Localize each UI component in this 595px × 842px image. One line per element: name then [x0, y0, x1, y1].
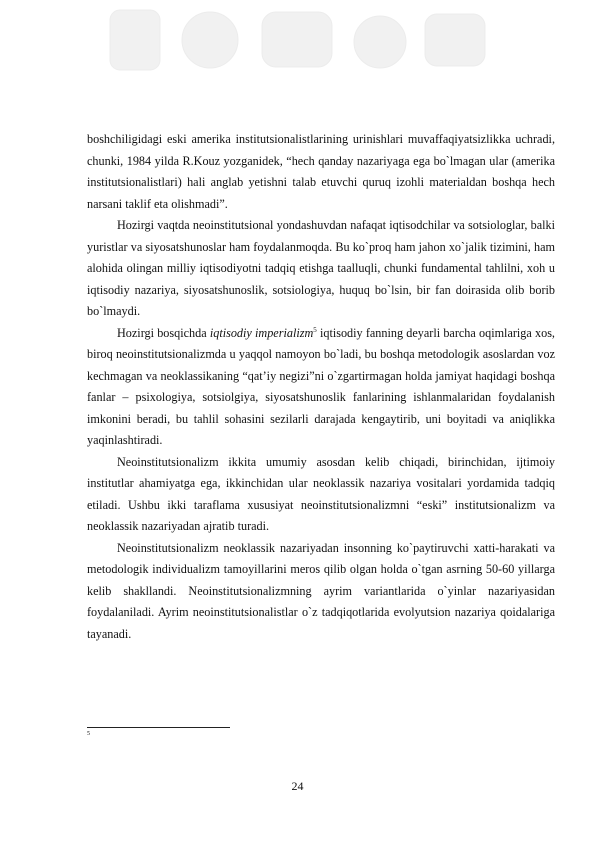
paragraph-3-rest: iqtisodiy fanning deyarli barcha oqimlariga xos, biroq neoinstitutsionalizmda u yaqqol namoyon bo`ladi, bu boshqa metodologik asoslardan voz kechmagan va neoklassikaning “qat’iy negizi”ni o`zgartirmagan holda jamiyat haqidagi boshqa fanlar – psixologiya, sotsiolgiya, siyosatshunoslik fanlarining ishlanmalaridan foydalanish imkonini beradi, bu tahlil sohasini sezilarli darajada kengaytirib, uni boyitadi va aniqlikka yaqinlashtiradi. — [87, 325, 555, 447]
term-iqtisodiy-imperializm: iqtisodiy imperializm$^5$ — [209, 325, 317, 340]
faint-watermark — [0, 0, 595, 90]
footnote-mark: 5 — [87, 731, 90, 737]
page-number: 24 — [291, 779, 304, 793]
footnote-separator — [87, 727, 230, 728]
paragraph-2: Hozirgi vaqtda neoinstitutsional yondashuvdan nafaqat iqtisodchilar va sotsiologlar, balki yuristlar va siyosatshunoslar ham foydalanmoqda. Bu ko`proq ham jahon xo`jalik tizimini, ham alohida olingan milliy iqtisodiyotni tadqiq etishga taalluqli, chunki fundamental tahlilni, xoh u iqtisodiy nazariya, siyosatshunoslik, sotsiologiya, huquq bo`lsin, bir fan doirasida olib borib bo`lmaydi. — [87, 218, 555, 318]
paragraph-1: boshchiligidagi eski amerika institutsionalistlarining urinishlari muvaffaqiyatsizlikka uchradi, chunki, 1984 yilda R.Kouz yozganidek, “hech qanday nazariyaga ega bo`lmagan ular (amerika institutsionalistlari) hali anglab yetishni talab etuvchi quruq izohli materialdan boshqa hech narsani taklif eta olishmadi”. — [87, 132, 555, 211]
paragraph-5: Neoinstitutsionalizm neoklassik nazariyadan insonning ko`paytiruvchi xatti-harakati va metodologik individualizm tamoyillarini meros qilib olgan holda o`tgan asrning 50-60 yillarga kelib shakllandi. Neoinstitutsionalizmning ayrim variantlarida o`yinlar nazariyasidan foydalaniladi. Ayrim neoinstitutsionalistlar o`z tadqiqotlarida evolyutsion nazariya qoidalariga tayanadi. — [87, 540, 555, 641]
paragraph-4: Neoinstitutsionalizm ikkita umumiy asosdan kelib chiqadi, birinchidan, ijtimoiy institutlar ahamiyatga ega, ikkinchidan ular neoklassik nazariya vositalari yordamida tadqiq etiladi. Ushbu ikki taraflama xususiyat neoinstitutsionalizmni “eski” institutsionalizm va neoklassik nazariyadan ajratib turadi. — [87, 454, 555, 533]
paragraph-3 — [87, 323, 555, 452]
footnote-reference[interactable]: 5 — [313, 325, 317, 334]
document-body — [87, 129, 555, 645]
paragraph-3-start: Hozirgi bosqichda — [117, 325, 210, 340]
